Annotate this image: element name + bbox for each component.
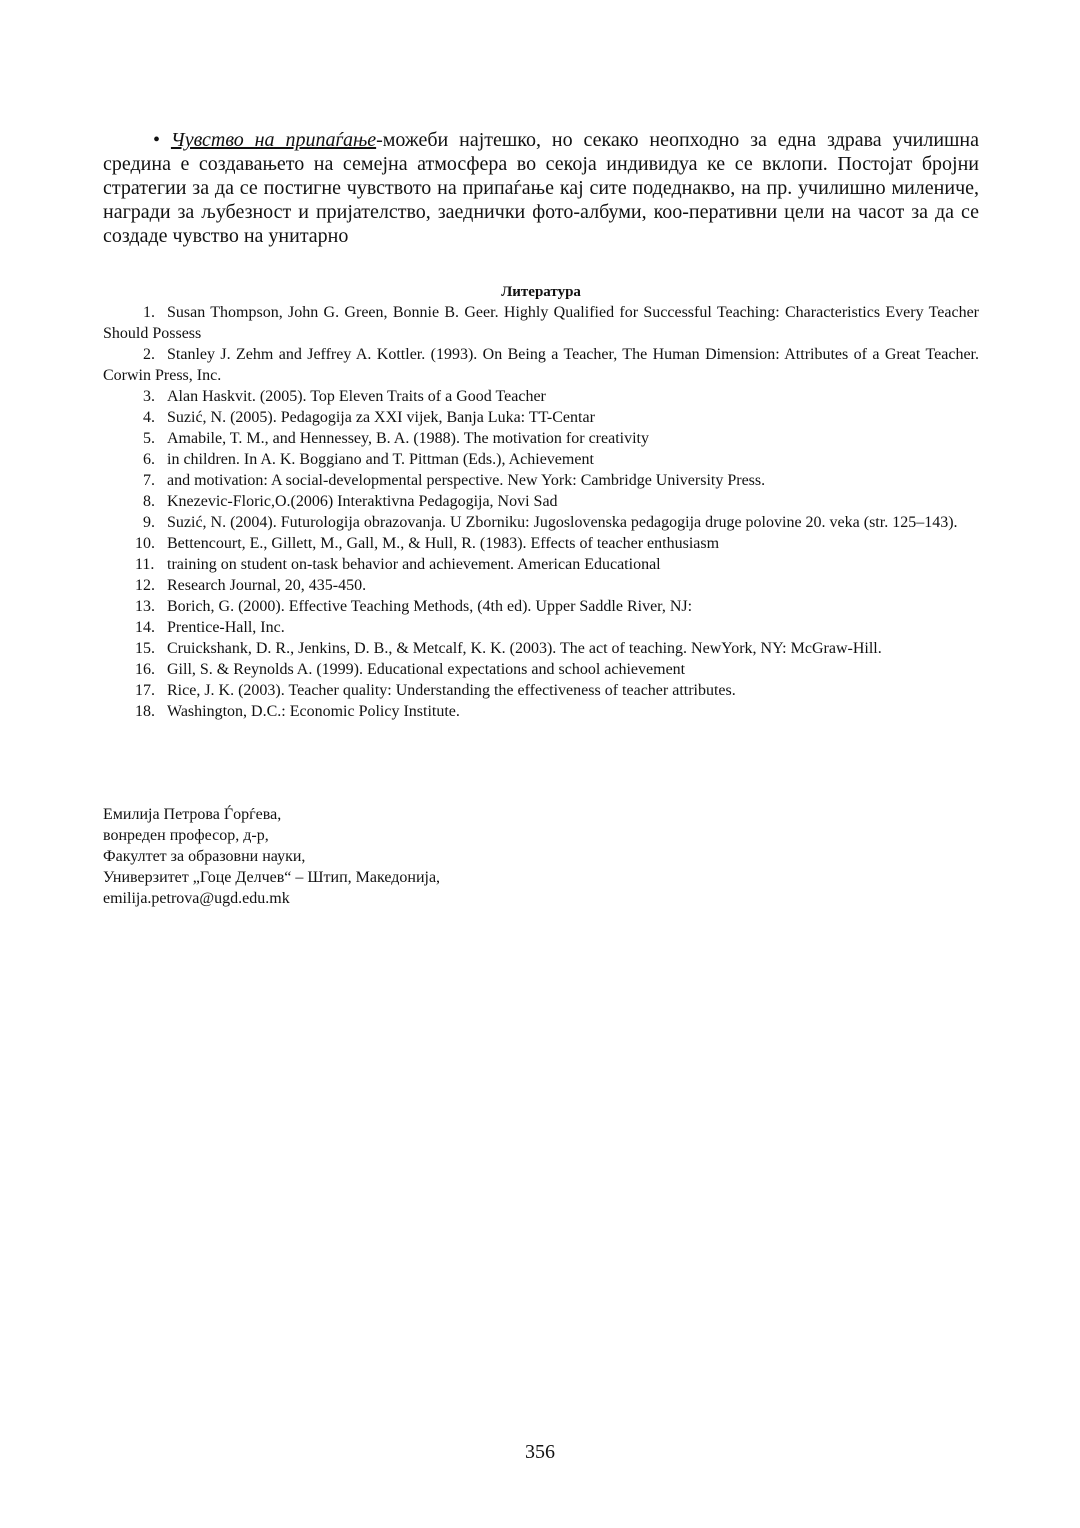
reference-item [103,680,979,701]
author-position: вонреден професор, д-р, [103,827,269,844]
reference-text: Borich, G. (2000). Effective Teaching Methods, (4th ed). Upper Saddle River, NJ: [167,598,693,615]
reference-text: Research Journal, 20, 435-450. [167,577,367,594]
reference-item [103,302,979,344]
reference-number: 18. [135,703,155,720]
reference-text: Amabile, T. M., and Hennessey, B. A. (1988). The motivation for creativity [167,430,649,447]
reference-text: Prentice-Hall, Inc. [167,619,285,636]
reference-number: 4. [143,409,155,426]
reference-item [103,554,979,575]
reference-item [103,596,979,617]
reference-text: Stanley J. Zehm and Jeffrey A. Kottler. (1993). On Being a Teacher, The Human Dimension: Attributes of a Great Teacher. Corwin Press, Inc. [103,346,979,384]
reference-number: 11. [135,556,155,573]
reference-text: Bettencourt, E., Gillett, M., Gall, M., & Hull, R. (1983). Effects of teacher enthusiasm [167,535,720,552]
reference-number: 13. [135,598,155,615]
paragraph-text: -можеби најтешко, но секако неопходно за една здрава училишна средина е создавањето на семејна атмосфера во секоја индивидуа ке се вклопи. Постојат бројни стратегии за да се постигне чувството на припаѓање кај сите подеднакво, на пр. училишно миленичe, награди за љубезност и пријателство, заеднички фото-албуми, коо-перативни цели на часот за да се создаде чувство на унитарно [103,129,980,247]
reference-text: Washington, D.C.: Economic Policy Institute. [167,703,460,720]
author-university: Универзитет „Гоце Делчев“ – Штип, Македонија, [103,869,441,886]
reference-item [103,575,979,596]
paragraph-term: Чувство на припаѓање [170,129,377,151]
reference-number: 7. [143,472,155,489]
body-paragraph [103,128,979,248]
reference-item [103,701,979,722]
reference-text: Knezevic-Floric,O.(2006) Interaktivna Pedagogija, Novi Sad [167,493,558,510]
reference-number: 9. [143,514,155,531]
reference-number: 1. [143,304,155,321]
reference-text: Rice, J. K. (2003). Teacher quality: Understanding the effectiveness of teacher attributes. [167,682,736,699]
reference-number: 16. [135,661,155,678]
reference-number: 12. [135,577,155,594]
reference-item [103,386,979,407]
author-faculty: Факултет за образовни науки, [103,848,306,865]
reference-number: 10. [135,535,155,552]
page-number: 356 [525,1441,555,1463]
reference-item [103,638,979,659]
author-name: Емилија Петрова Ѓорѓева, [103,806,282,823]
reference-number: 17. [135,682,155,699]
reference-item [103,428,979,449]
author-email: emilija.petrova@ugd.edu.mk [103,890,290,907]
author-block [103,804,440,909]
reference-item [103,470,979,491]
reference-number: 15. [135,640,155,657]
references-title: Литература [501,284,581,300]
reference-text: Suzić, N. (2004). Futurologija obrazovanja. U Zborniku: Jugoslovenska pedagogija druge polovine 20. veka (str. 125–143). [167,514,958,531]
reference-number: 2. [143,346,155,363]
reference-item [103,344,979,386]
reference-text: training on student on-task behavior and achievement. American Educational [167,556,661,573]
reference-item [103,659,979,680]
reference-item [103,617,979,638]
reference-item [103,512,979,533]
reference-text: in children. In A. K. Boggiano and T. Pittman (Eds.), Achievement [167,451,594,468]
references-list [103,302,979,722]
reference-text: Suzić, N. (2005). Pedagogija za XXI vijek, Banja Luka: TT-Centar [167,409,595,426]
reference-text: Cruickshank, D. R., Jenkins, D. B., & Metcalf, K. K. (2003). The act of teaching. NewYork, NY: McGraw-Hill. [167,640,882,657]
reference-item [103,449,979,470]
reference-number: 6. [143,451,155,468]
reference-item [103,491,979,512]
reference-number: 5. [143,430,155,447]
reference-number: 14. [135,619,155,636]
bullet-icon: • [153,129,161,151]
reference-number: 3. [143,388,155,405]
reference-text: Susan Thompson, John G. Green, Bonnie B. Geer. Highly Qualified for Successful Teaching: Characteristics Every Teacher Should Possess [103,304,979,342]
reference-number: 8. [143,493,155,510]
reference-text: Alan Haskvit. (2005). Top Eleven Traits of a Good Teacher [167,388,546,405]
reference-item [103,407,979,428]
reference-text: and motivation: A social-developmental perspective. New York: Cambridge University Press. [167,472,766,489]
reference-text: Gill, S. & Reynolds A. (1999). Educational expectations and school achievement [167,661,686,678]
reference-item [103,533,979,554]
